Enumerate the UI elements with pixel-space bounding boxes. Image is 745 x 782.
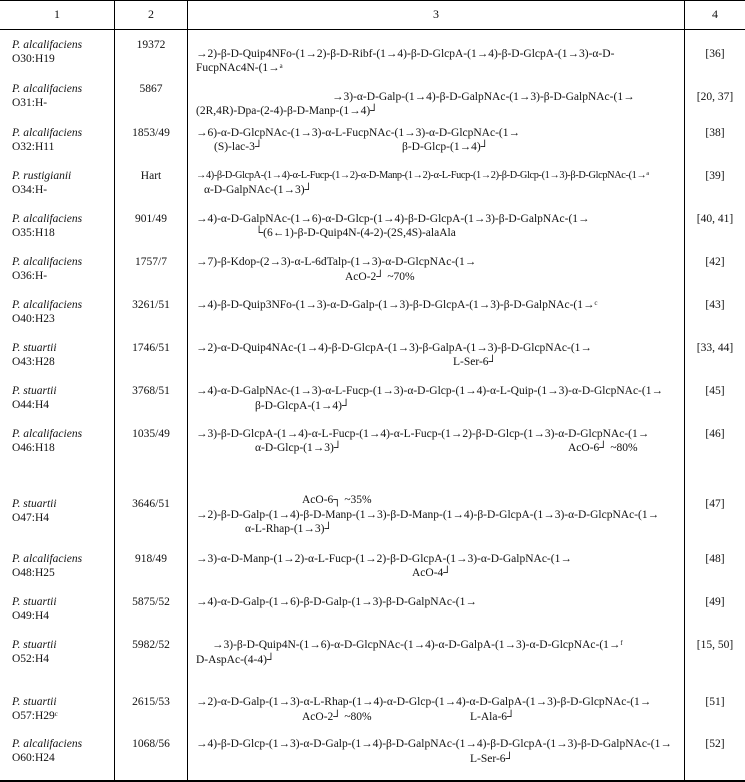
serotype: O40:H23 xyxy=(12,313,55,325)
structure-line: AcO-4┘ xyxy=(412,567,452,579)
species-name: P. alcalifaciens xyxy=(12,127,83,139)
reference: [20, 37] xyxy=(696,91,734,103)
col-divider-2 xyxy=(187,0,188,781)
serotype: O49:H4 xyxy=(12,610,50,622)
structure-line: (2R,4R)-Dpa-(2-4)-β-D-Manp-(1→4)┘ xyxy=(196,105,379,117)
species-name: P. alcalifaciens xyxy=(12,428,83,440)
header-col-1: 1 xyxy=(54,7,60,21)
structure-line: AcO-2┘ ~80% xyxy=(302,711,372,723)
structure-line: β-D-GlcpA-(1→4)┘ xyxy=(255,400,351,412)
header-col-2: 2 xyxy=(148,7,154,21)
structure-line: →7)-β-Kdop-(2→3)-α-L-6dTalp-(1→3)-α-D-GlcpNAc-(1→ xyxy=(196,256,477,268)
species-name: P. stuartii xyxy=(12,498,57,510)
reference: [45] xyxy=(705,385,725,397)
reference: [43] xyxy=(705,299,725,311)
strain: 5867 xyxy=(139,83,163,95)
serotype: O34:H- xyxy=(12,184,48,196)
species-name: P. rustigianii xyxy=(12,170,72,182)
reference: [38] xyxy=(705,127,725,139)
structure-line: (S)-lac-3┘ xyxy=(214,141,264,153)
species-name: P. alcalifaciens xyxy=(12,83,83,95)
species-name: P. alcalifaciens xyxy=(12,39,83,51)
strain: 3646/51 xyxy=(132,498,170,510)
structure-line: →4)-α-D-GalpNAc-(1→3)-α-L-Fucp-(1→3)-α-D-Glcp-(1→4)-α-L-Quip-(1→3)-α-D-GlcpNAc-(1→ xyxy=(196,385,663,397)
serotype: O35:H18 xyxy=(12,227,55,239)
reference: [46] xyxy=(705,428,725,440)
strain: 5982/52 xyxy=(132,639,170,651)
structure-line: FucpNAc4N-(1→ᵃ xyxy=(196,62,283,74)
species-name: P. alcalifaciens xyxy=(12,553,83,565)
structure-line: →4)-α-D-Galp-(1→6)-β-D-Galp-(1→3)-β-D-GalpNAc-(1→ xyxy=(196,596,477,608)
strain: 1757/7 xyxy=(135,256,167,268)
serotype: O31:H- xyxy=(12,97,48,109)
reference: [51] xyxy=(705,696,725,708)
species-name: P. stuartii xyxy=(12,596,57,608)
structure-line: →3)-β-D-GlcpA-(1→4)-α-L-Fucp-(1→4)-α-L-Fucp-(1→2)-β-D-Glcp-(1→3)-α-D-GlcpNAc-(1→ xyxy=(196,428,650,440)
strain: 1035/49 xyxy=(132,428,170,440)
strain: Hart xyxy=(140,170,162,182)
reference: [33, 44] xyxy=(696,342,734,354)
serotype: O48:H25 xyxy=(12,567,55,579)
strain: 1068/56 xyxy=(132,738,170,750)
structure-line: →3)-α-D-Manp-(1→2)-α-L-Fucp-(1→2)-β-D-GlcpA-(1→3)-α-D-GalpNAc-(1→ xyxy=(196,553,572,565)
structure-line: L-Ser-6┘ xyxy=(453,356,497,368)
structure-line: →3)-β-D-Quip4N-(1→6)-α-D-GlcpNAc-(1→4)-α-D-GalpA-(1→3)-α-D-GlcpNAc-(1→ᶠ xyxy=(212,639,623,651)
structure-line: D-AspAc-(4-4)┘ xyxy=(196,654,276,666)
strain: 5875/52 xyxy=(132,596,170,608)
table-top-rule xyxy=(0,0,745,1)
structure-line: →4)-β-D-GlcpA-(1→4)-α-L-Fucp-(1→2)-α-D-Manp-(1→2)-α-L-Fucp-(1→2)-β-D-Glcp-(1→3)-β-D-GlcpNAc-(1→ᵃ xyxy=(196,170,649,181)
structure-line: α-L-Rhap-(1→3)┘ xyxy=(245,523,333,535)
structure-line: →4)-α-D-GalpNAc-(1→6)-α-D-Glcp-(1→4)-β-D-GlcpA-(1→3)-β-D-GalpNAc-(1→ xyxy=(196,213,590,225)
reference: [39] xyxy=(705,170,725,182)
reference: [40, 41] xyxy=(696,213,734,225)
reference: [42] xyxy=(705,256,725,268)
serotype: O46:H18 xyxy=(12,442,55,454)
species-name: P. alcalifaciens xyxy=(12,256,83,268)
reference: [49] xyxy=(705,596,725,608)
strain: 1853/49 xyxy=(132,127,170,139)
reference: [47] xyxy=(705,498,725,510)
table-bottom-rule xyxy=(0,780,745,782)
reference: [36] xyxy=(705,48,725,60)
structure-line: L-Ala-6┘ xyxy=(470,711,516,723)
species-name: P. stuartii xyxy=(12,639,57,651)
species-name: P. alcalifaciens xyxy=(12,299,83,311)
reference: [48] xyxy=(705,553,725,565)
species-name: P. stuartii xyxy=(12,342,57,354)
serotype: O60:H24 xyxy=(12,752,55,764)
serotype: O30:H19 xyxy=(12,53,55,65)
structure-line: β-D-Glcp-(1→4)┘ xyxy=(402,141,489,153)
structure-line: →4)-β-D-Glcp-(1→3)-α-D-Galp-(1→4)-β-D-GalpNAc-(1→4)-β-D-GlcpA-(1→3)-β-D-GalpNAc-(1→ xyxy=(196,738,672,750)
strain: 1746/51 xyxy=(132,342,170,354)
serotype: O36:H- xyxy=(12,270,48,282)
reference: [15, 50] xyxy=(696,639,734,651)
strain: 901/49 xyxy=(135,213,167,225)
serotype: O43:H28 xyxy=(12,356,55,368)
strain: 19372 xyxy=(136,39,166,51)
structure-line: α-D-GalpNAc-(1→3)┘ xyxy=(204,184,313,196)
structure-line: └(6←1)-β-D-Quip4N-(4-2)-(2S,4S)-alaAla xyxy=(255,227,456,239)
species-name: P. stuartii xyxy=(12,385,57,397)
serotype: O52:H4 xyxy=(12,653,50,665)
structure-line: α-D-Glcp-(1→3)┘ xyxy=(255,442,342,454)
reference: [52] xyxy=(705,738,725,750)
structure-line: AcO-6┘ ~80% xyxy=(568,442,638,454)
structure-line: →2)-β-D-Galp-(1→4)-β-D-Manp-(1→3)-β-D-Manp-(1→4)-β-D-GlcpA-(1→3)-α-D-GlcpNAc-(1→ xyxy=(196,509,660,521)
strain: 2615/53 xyxy=(132,696,170,708)
serotype: O47:H4 xyxy=(12,512,50,524)
species-name: P. alcalifaciens xyxy=(12,213,83,225)
serotype: O57:H29ᶜ xyxy=(12,710,58,722)
species-name: P. stuartii xyxy=(12,696,57,708)
structure-line: →6)-α-D-GlcpNAc-(1→3)-α-L-FucpNAc-(1→3)-α-D-GlcpNAc-(1→ xyxy=(196,127,520,139)
serotype: O44:H4 xyxy=(12,399,50,411)
structure-line: L-Ser-6┘ xyxy=(470,753,514,765)
structure-line: →3)-α-D-Galp-(1→4)-β-D-GalpNAc-(1→3)-β-D-GalpNAc-(1→ xyxy=(332,91,635,103)
species-name: P. alcalifaciens xyxy=(12,738,83,750)
header-col-4: 4 xyxy=(712,7,718,21)
structure-line: →2)-β-D-Quip4NFo-(1→2)-β-D-Ribf-(1→4)-β-D-GlcpA-(1→4)-β-D-GlcpA-(1→3)-α-D- xyxy=(196,48,615,60)
header-col-3: 3 xyxy=(433,7,439,21)
structure-line: AcO-6┐ ~35% xyxy=(302,494,372,506)
serotype: O32:H11 xyxy=(12,141,55,153)
structure-line: AcO-2┘ ~70% xyxy=(345,271,415,283)
structure-line: →2)-α-D-Galp-(1→3)-α-L-Rhap-(1→4)-α-D-Glcp-(1→4)-α-D-GalpA-(1→3)-β-D-GlcpNAc-(1→ xyxy=(196,696,652,708)
strain: 3768/51 xyxy=(132,385,170,397)
header-bottom-rule xyxy=(0,29,745,30)
strain: 918/49 xyxy=(135,553,167,565)
structure-line: →4)-β-D-Quip3NFo-(1→3)-α-D-Galp-(1→3)-β-D-GlcpA-(1→3)-β-D-GalpNAc-(1→ᶜ xyxy=(196,299,598,311)
structure-line: →2)-α-D-Quip4NAc-(1→4)-β-D-GlcpA-(1→3)-β-GalpA-(1→3)-β-D-GlcpNAc-(1→ xyxy=(196,342,592,354)
strain: 3261/51 xyxy=(132,299,170,311)
